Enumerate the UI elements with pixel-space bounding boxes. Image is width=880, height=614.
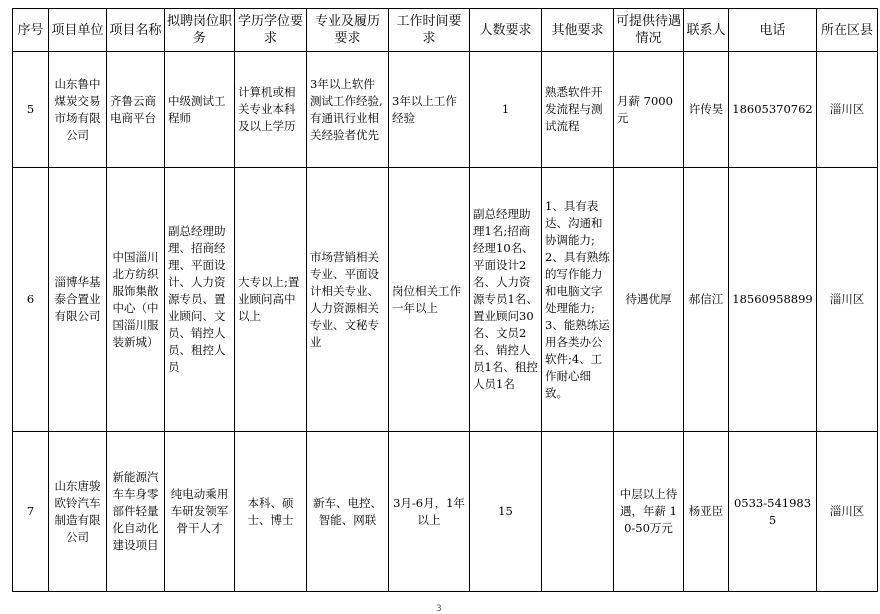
cell-unit: 山东唐骏欧铃汽车制造有限公司 — [49, 432, 107, 592]
cell-education: 大专以上;置业顾问高中以上 — [235, 168, 307, 432]
cell-no: 6 — [13, 168, 49, 432]
cell-other: 1、具有表达、沟通和协调能力;2、具有熟练的写作能力和电脑文字处理能力;3、能熟练运用各类办公软件;4、工作耐心细致。 — [542, 168, 614, 432]
cell-position: 纯电动乘用车研发领军骨干人才 — [165, 432, 235, 592]
recruitment-table — [12, 8, 878, 592]
cell-phone: 18605370762 — [729, 52, 817, 168]
cell-work-time: 3月-6月，1年以上 — [389, 432, 470, 592]
cell-work-time: 岗位相关工作一年以上 — [389, 168, 470, 432]
table-row — [13, 168, 878, 432]
header-no: 序号 — [13, 9, 49, 52]
cell-headcount: 15 — [470, 432, 542, 592]
cell-district: 淄川区 — [817, 52, 878, 168]
cell-district: 淄川区 — [817, 168, 878, 432]
header-project: 项目名称 — [107, 9, 165, 52]
header-other: 其他要求 — [542, 9, 614, 52]
cell-no: 7 — [13, 432, 49, 592]
header-contact: 联系人 — [684, 9, 729, 52]
cell-contact: 许传昊 — [684, 52, 729, 168]
cell-position: 副总经理助理、招商经理、平面设计、人力资源专员、置业顾问、文员、销控人员、租控人员 — [165, 168, 235, 432]
cell-project: 新能源汽车车身零部件轻量化自动化建设项目 — [107, 432, 165, 592]
cell-salary: 中层以上待遇，年薪 10-50万元 — [614, 432, 684, 592]
cell-unit: 淄博华基泰合置业有限公司 — [49, 168, 107, 432]
cell-unit: 山东鲁中煤炭交易市场有限公司 — [49, 52, 107, 168]
cell-education: 计算机或相关专业本科及以上学历 — [235, 52, 307, 168]
cell-work-time: 3年以上工作经验 — [389, 52, 470, 168]
cell-contact: 杨亚臣 — [684, 432, 729, 592]
cell-other — [542, 432, 614, 592]
cell-no: 5 — [13, 52, 49, 168]
cell-salary: 月薪 7000元 — [614, 52, 684, 168]
cell-education: 本科、硕士、博士 — [235, 432, 307, 592]
header-position: 拟聘岗位职务 — [165, 9, 235, 52]
table-row — [13, 432, 878, 592]
cell-contact: 郝信江 — [684, 168, 729, 432]
header-phone: 电话 — [729, 9, 817, 52]
cell-other: 熟悉软件开发流程与测试流程 — [542, 52, 614, 168]
cell-major: 新车、电控、智能、网联 — [307, 432, 389, 592]
cell-phone: 18560958899 — [729, 168, 817, 432]
page-number: 3 — [436, 604, 442, 614]
header-unit: 项目单位 — [49, 9, 107, 52]
header-education: 学历学位要求 — [235, 9, 307, 52]
header-district: 所在区县 — [817, 9, 878, 52]
cell-project: 中国淄川北方纺织服饰集散中心（中国淄川服装新城） — [107, 168, 165, 432]
cell-major: 市场营销相关专业、平面设计相关专业、人力资源相关专业、文秘专业 — [307, 168, 389, 432]
cell-headcount: 1 — [470, 52, 542, 168]
header-major: 专业及履历要求 — [307, 9, 389, 52]
cell-project: 齐鲁云商电商平台 — [107, 52, 165, 168]
cell-district: 淄川区 — [817, 432, 878, 592]
cell-major: 3年以上软件测试工作经验,有通讯行业相关经验者优先 — [307, 52, 389, 168]
cell-phone: 0533-5419835 — [729, 432, 817, 592]
cell-salary: 待遇优厚 — [614, 168, 684, 432]
header-headcount: 人数要求 — [470, 9, 542, 52]
header-row — [13, 9, 878, 52]
table-row — [13, 52, 878, 168]
cell-headcount: 副总经理助理1名;招商经理10名、平面设计2名、人力资源专员1名、置业顾问30名、文员2名、销控人员1名、租控人员1名 — [470, 168, 542, 432]
cell-position: 中级测试工程师 — [165, 52, 235, 168]
header-work-time: 工作时间要求 — [389, 9, 470, 52]
header-salary: 可提供待遇情况 — [614, 9, 684, 52]
